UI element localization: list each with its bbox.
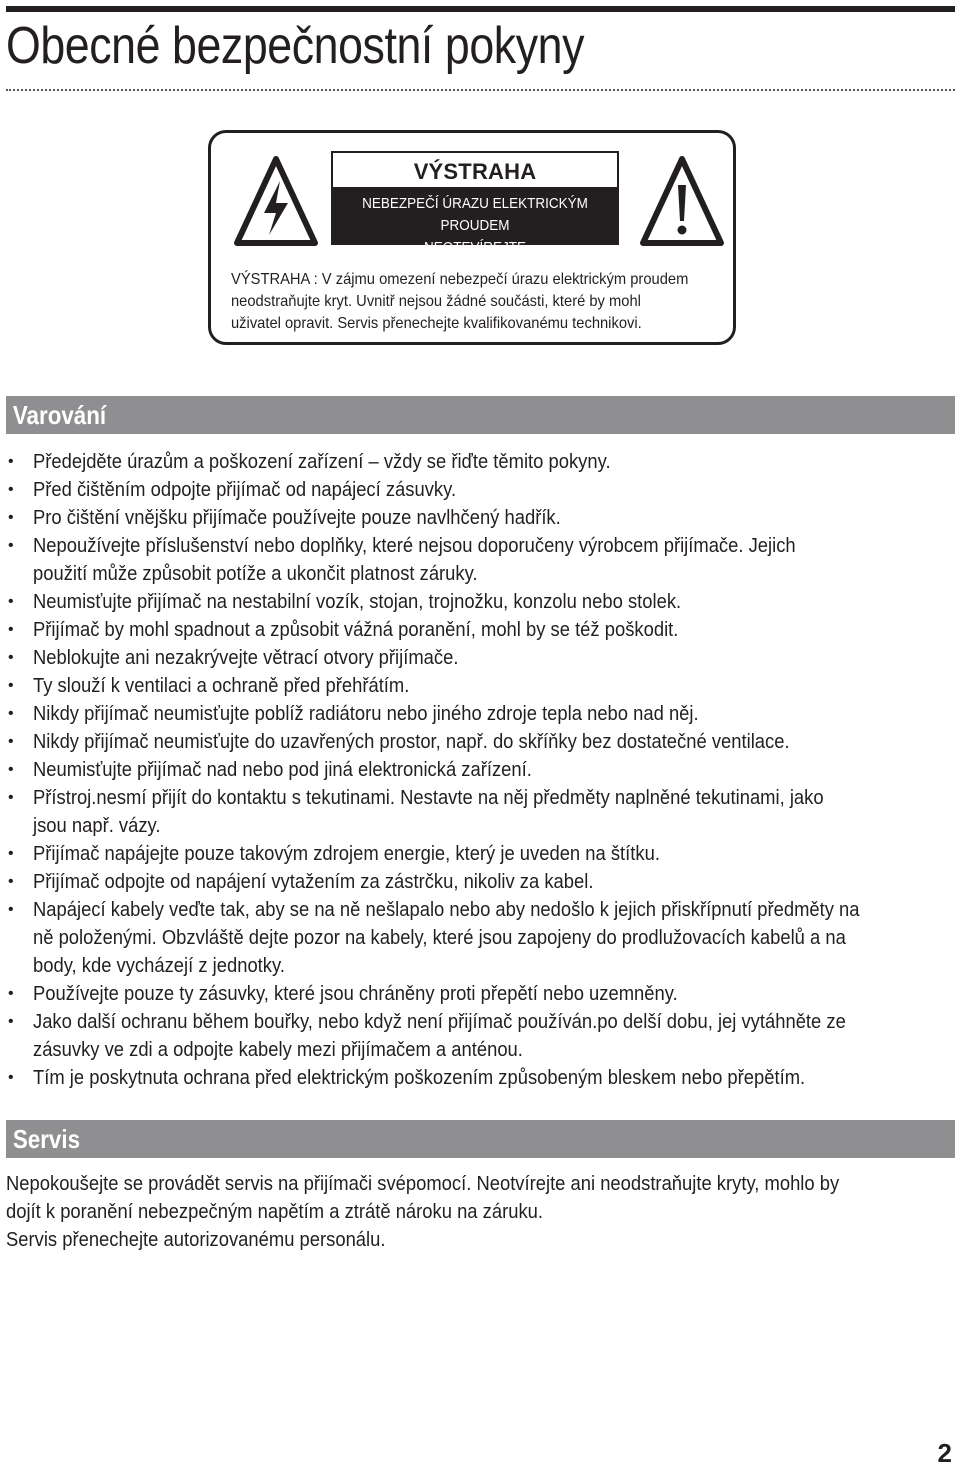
bullet-marker: • — [8, 509, 14, 526]
warning-text-line: neodstraňujte kryt. Uvnitř nejsou žádné součásti, které by mohl — [231, 293, 641, 310]
bullet-text-line: jsou např. vázy. — [33, 815, 161, 837]
bullet-item — [6, 784, 955, 840]
bullet-text-line: Přijímač odpojte od napájení vytažením za zástrčku, nikoliv za kabel. — [33, 871, 594, 893]
bullet-marker: • — [8, 677, 14, 694]
bullet-text — [33, 980, 881, 1008]
bullet-text — [33, 896, 881, 980]
service-text-line: dojít k poranění nebezpečným napětím a ztrátě nároku na záruku. — [6, 1201, 543, 1223]
bullet-text — [33, 700, 881, 728]
warning-label-text — [231, 269, 691, 335]
bullet-marker: • — [8, 537, 14, 554]
bullet-text-line: Před čištěním odpojte přijímač od napájecí zásuvky. — [33, 479, 457, 501]
bullet-text — [33, 504, 881, 532]
bullet-marker: • — [8, 593, 14, 610]
warning-panel-line1: NEBEZPEČÍ ÚRAZU ELEKTRICKÝM PROUDEM — [362, 195, 588, 234]
bullet-text-line: Pro čištění vnějšku přijímače používejte pouze navlhčený hadřík. — [33, 507, 561, 529]
warning-text-line: VÝSTRAHA : V zájmu omezení nebezpečí úrazu elektrickým proudem — [231, 271, 689, 288]
bullet-text — [33, 756, 881, 784]
bullet-text-line: Přijímač napájejte pouze takovým zdrojem energie, který je uveden na štítku. — [33, 843, 660, 865]
bullet-item — [6, 672, 955, 700]
section-heading-bar-service — [6, 1120, 955, 1158]
bullet-text-line: Přístroj.nesmí přijít do kontaktu s tekutinami. Nestavte na něj předměty naplněné tekutinami, jako — [33, 787, 824, 809]
bullet-item — [6, 728, 955, 756]
bullet-item — [6, 756, 955, 784]
bullet-marker: • — [8, 873, 14, 890]
bullet-text-line: použití může způsobit potíže a ukončit platnost záruky. — [33, 563, 478, 585]
bullet-text-line: Napájecí kabely veďte tak, aby se na ně nešlapalo nebo aby nedošlo k jejich přiskřípnutí předměty na — [33, 899, 860, 921]
bullet-text — [33, 784, 881, 840]
bullet-text-line: Předejděte úrazům a poškození zařízení – vždy se řiďte těmito pokyny. — [33, 451, 611, 473]
section-heading-bar-warnings — [6, 396, 955, 434]
service-text-line: Servis přenechejte autorizovanému personálu. — [6, 1229, 386, 1251]
warning-panel-title: VÝSTRAHA — [413, 159, 537, 184]
bullet-marker: • — [8, 621, 14, 638]
bullet-text — [33, 868, 881, 896]
bullet-text-line: ně položenými. Obzvláště dejte pozor na kabely, které jsou zapojeny do prodlužovacích kabelů a na — [33, 927, 846, 949]
bullet-text-line: Nikdy přijímač neumisťujte poblíž radiátoru nebo jiného zdroje tepla nebo nad něj. — [33, 703, 699, 725]
dotted-divider — [6, 89, 955, 91]
bullet-text-line: Neblokujte ani nezakrývejte větrací otvory přijímače. — [33, 647, 459, 669]
warning-panel — [331, 151, 619, 256]
warning-text-line: uživatel opravit. Servis přenechejte kvalifikovanému technikovi. — [231, 315, 642, 332]
bullet-text — [33, 1008, 881, 1064]
bullet-marker: • — [8, 453, 14, 470]
bullet-text — [33, 588, 881, 616]
page-title: Obecné bezpečnostní pokyny — [6, 17, 585, 75]
warnings-bullet-list — [6, 448, 955, 1092]
section-heading-service: Servis — [12, 1124, 81, 1154]
bullet-text-line: Používejte pouze ty zásuvky, které jsou chráněny proti přepětí nebo uzemněny. — [33, 983, 678, 1005]
bullet-text — [33, 644, 881, 672]
bullet-text-line: Nepoužívejte příslušenství nebo doplňky, které nejsou doporučeny výrobcem přijímače. Jejich — [33, 535, 796, 557]
bullet-text — [33, 1064, 881, 1092]
bullet-marker: • — [8, 705, 14, 722]
section-heading-warnings: Varování — [12, 400, 107, 430]
warning-panel-line2: NEOTEVÍREJTE — [423, 239, 527, 256]
bullet-text — [33, 728, 881, 756]
bullet-item — [6, 616, 955, 644]
bullet-item — [6, 896, 955, 980]
bullet-text-line: Tím je poskytnuta ochrana před elektrickým poškozením způsobeným bleskem nebo přepětím. — [33, 1067, 806, 1089]
bullet-text-line: Neumisťujte přijímač nad nebo pod jiná elektronická zařízení. — [33, 759, 532, 781]
bullet-marker: • — [8, 1013, 14, 1030]
bullet-text — [33, 532, 881, 588]
bullet-item — [6, 1064, 955, 1092]
bullet-item — [6, 504, 955, 532]
bullet-marker: • — [8, 845, 14, 862]
bullet-text-line: Přijímač by mohl spadnout a způsobit vážná poranění, mohl by se též poškodit. — [33, 619, 679, 641]
bullet-marker: • — [8, 985, 14, 1002]
bullet-marker: • — [8, 761, 14, 778]
bullet-text — [33, 476, 881, 504]
bullet-text-line: Nikdy přijímač neumisťujte do uzavřených prostor, např. do skříňky bez dostatečné ventilace. — [33, 731, 790, 753]
service-paragraph — [6, 1170, 955, 1254]
bullet-text — [33, 448, 881, 476]
bullet-item — [6, 476, 955, 504]
bullet-marker: • — [8, 649, 14, 666]
bullet-marker: • — [8, 789, 14, 806]
bullet-item — [6, 532, 955, 588]
bullet-item — [6, 1008, 955, 1064]
bullet-text — [33, 672, 881, 700]
bullet-marker: • — [8, 901, 14, 918]
bullet-item — [6, 840, 955, 868]
bullet-item — [6, 588, 955, 616]
bullet-marker: • — [8, 1069, 14, 1086]
page-number: 2 — [937, 1438, 952, 1468]
bullet-text-line: zásuvky ve zdi a odpojte kabely mezi přijímačem a anténou. — [33, 1039, 523, 1061]
top-rule — [6, 6, 955, 12]
bullet-text-line: Ty slouží k ventilaci a ochraně před přehřátím. — [33, 675, 410, 697]
warning-label-box — [208, 130, 736, 345]
bullet-text-line: Jako další ochranu během bouřky, nebo když není přijímač používán.po delší dobu, jej vytáhněte ze — [33, 1011, 846, 1033]
bullet-text — [33, 840, 881, 868]
bullet-text — [33, 616, 881, 644]
lightning-warning-icon — [233, 155, 319, 249]
bullet-item — [6, 700, 955, 728]
bullet-item — [6, 980, 955, 1008]
bullet-item — [6, 868, 955, 896]
bullet-item — [6, 448, 955, 476]
bullet-text-line: body, kde vycházejí z jednotky. — [33, 955, 285, 977]
bullet-text-line: Neumisťujte přijímač na nestabilní vozík, stojan, trojnožku, konzolu nebo stolek. — [33, 591, 682, 613]
bullet-item — [6, 644, 955, 672]
exclamation-warning-icon — [639, 155, 725, 249]
service-text-line: Nepokoušejte se provádět servis na přijímači svépomocí. Neotvírejte ani neodstraňujte kryty, mohlo by — [6, 1173, 840, 1195]
bullet-marker: • — [8, 481, 14, 498]
warning-panel-notice — [333, 187, 617, 256]
bullet-marker: • — [8, 733, 14, 750]
